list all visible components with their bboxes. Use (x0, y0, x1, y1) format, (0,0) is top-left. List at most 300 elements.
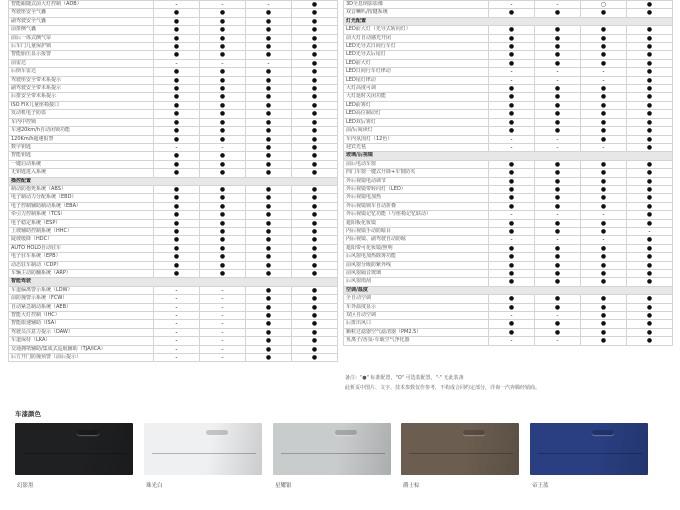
trim-value-1: ● (489, 278, 535, 286)
spec-row (344, 135, 673, 143)
trim-value-4: ● (292, 43, 338, 51)
trim-value-3: ● (246, 118, 292, 126)
trim-value-4: ● (292, 26, 338, 34)
trim-value-2: - (535, 76, 581, 84)
trim-value-4: ● (292, 118, 338, 126)
trim-value-3: - (246, 1, 292, 9)
trim-value-2: - (535, 143, 581, 151)
feature-name: LED前大灯（光导式转向灯） (344, 26, 489, 34)
section-title: 空调/温度 (344, 286, 673, 294)
feature-name: 车内中控锁 (9, 118, 154, 126)
trim-value-2: ● (535, 169, 581, 177)
trim-value-2: ● (535, 110, 581, 118)
spec-row (344, 328, 673, 336)
trim-value-3: ● (581, 278, 627, 286)
feature-name: LED高位制动灯 (344, 110, 489, 118)
trim-value-4: ● (292, 85, 338, 93)
trim-value-1: - (154, 320, 200, 328)
trim-value-1: ● (154, 160, 200, 168)
spec-row (9, 93, 338, 101)
trim-value-2: - (200, 295, 246, 303)
feature-name: 智能钥匙 (9, 152, 154, 160)
trim-value-4: ● (292, 219, 338, 227)
spec-row (344, 169, 673, 177)
paint-colors-title: 车漆颜色 (15, 410, 41, 418)
trim-value-2: ● (200, 9, 246, 17)
feature-name: 外后视镜电动调节 (344, 177, 489, 185)
trim-value-1: - (154, 345, 200, 353)
spec-row (9, 303, 338, 311)
trim-value-3: ● (581, 51, 627, 59)
feature-name: 车内氛围灯（12色） (344, 135, 489, 143)
trim-value-3: ● (581, 194, 627, 202)
trim-value-2: ● (200, 270, 246, 278)
trim-value-2: ● (535, 26, 581, 34)
section-title: 灯光配置 (344, 17, 673, 25)
spec-row (9, 270, 338, 278)
trim-value-2: ● (535, 101, 581, 109)
door-seam (23, 453, 127, 454)
trim-value-2: ● (200, 17, 246, 25)
feature-name: 后风窗电加热除雾功能 (344, 253, 489, 261)
trim-value-3: ● (246, 312, 292, 320)
trim-value-2: ● (535, 9, 581, 17)
trim-value-4: ● (292, 194, 338, 202)
trim-value-4: ● (627, 337, 673, 345)
trim-value-1: ● (154, 244, 200, 252)
feature-name: 上坡辅助控制系统（HHC） (9, 227, 154, 235)
paint-swatch (401, 423, 519, 475)
spec-row (9, 312, 338, 320)
spec-row (344, 68, 673, 76)
trim-value-4: ● (627, 135, 673, 143)
trim-value-2: ● (200, 68, 246, 76)
feature-name: 120Km/h超速报警 (9, 135, 154, 143)
trim-value-3: ● (581, 135, 627, 143)
trim-value-2: - (200, 345, 246, 353)
trim-value-2: - (535, 135, 581, 143)
trim-value-1: ● (489, 320, 535, 328)
trim-value-3: ● (581, 185, 627, 193)
trim-value-1: - (489, 135, 535, 143)
trim-value-1: ● (154, 270, 200, 278)
spec-row (344, 51, 673, 59)
trim-value-2: - (200, 1, 246, 9)
trim-value-2: - (200, 354, 246, 362)
section-header-row (9, 177, 338, 185)
spec-row (9, 286, 338, 294)
trim-value-1: - (154, 328, 200, 336)
trim-value-4: ● (627, 194, 673, 202)
section-header-row (9, 278, 338, 286)
spec-row (344, 177, 673, 185)
spec-row (9, 202, 338, 210)
trim-value-2: - (535, 337, 581, 345)
spec-row (9, 227, 338, 235)
trim-value-2: ● (535, 59, 581, 67)
trim-value-4: ● (292, 17, 338, 25)
trim-value-1: ● (154, 253, 200, 261)
trim-value-2: ● (200, 261, 246, 269)
trim-value-4: ● (292, 328, 338, 336)
trim-value-2: ● (200, 244, 246, 252)
trim-value-1: ● (154, 261, 200, 269)
feature-name: 前/后阅读灯 (344, 127, 489, 135)
feature-name: 驾驶员注意力提示（DAW） (9, 328, 154, 336)
trim-value-2: - (200, 143, 246, 151)
trim-value-2: ● (535, 328, 581, 336)
spec-row (344, 43, 673, 51)
feature-name: LED尾灯律动 (344, 76, 489, 84)
spec-row (344, 101, 673, 109)
trim-value-3: ● (581, 244, 627, 252)
trim-value-3: ● (581, 59, 627, 67)
trim-value-2: ● (535, 118, 581, 126)
feature-name: 内后视镜、副驾驶自动防眩 (344, 236, 489, 244)
spec-row (344, 337, 673, 345)
trim-value-4: ● (627, 312, 673, 320)
trim-value-1: ● (489, 160, 535, 168)
trim-value-4: ● (292, 160, 338, 168)
trim-value-3: ● (246, 295, 292, 303)
trim-value-2: ● (535, 270, 581, 278)
paint-color-name: 珠光白 (146, 483, 163, 489)
trim-value-4: ● (292, 270, 338, 278)
spec-row (344, 34, 673, 42)
trim-value-3: ● (246, 202, 292, 210)
trim-value-2: - (535, 236, 581, 244)
spec-row (9, 118, 338, 126)
trim-value-1: ● (489, 118, 535, 126)
trim-value-1: ● (154, 194, 200, 202)
trim-value-2: - (535, 211, 581, 219)
trim-value-4: ● (627, 93, 673, 101)
trim-value-1: - (489, 68, 535, 76)
trim-value-3: ● (246, 328, 292, 336)
trim-value-3: ● (246, 152, 292, 160)
feature-name: ISO FIX儿童座椅接口 (9, 101, 154, 109)
spec-row (344, 278, 673, 286)
feature-name: 陡坡缓降（HDC） (9, 236, 154, 244)
trim-value-2: ● (200, 110, 246, 118)
feature-name: 数字钥匙 (9, 143, 154, 151)
trim-value-4: ● (627, 270, 673, 278)
trim-value-1: ● (489, 34, 535, 42)
trim-value-3: ● (246, 261, 292, 269)
trim-value-3: ● (246, 160, 292, 168)
trim-value-1: - (154, 143, 200, 151)
trim-value-1: ● (489, 202, 535, 210)
trim-value-3: ● (581, 227, 627, 235)
trim-value-3: ● (246, 93, 292, 101)
trim-value-2: ● (200, 101, 246, 109)
trim-value-2: ● (535, 160, 581, 168)
trim-value-3: ● (581, 160, 627, 168)
trim-value-4: ● (292, 253, 338, 261)
trim-value-3: ● (581, 169, 627, 177)
trim-value-4: ● (627, 169, 673, 177)
legend-note: 备注："●" 标准配置，"O" 可选装配置，"-" 无此装备 (345, 375, 464, 381)
feature-name: 负离子/香氛-车载空气净化器 (344, 337, 489, 345)
trim-value-4: ● (627, 59, 673, 67)
trim-value-3: ● (246, 227, 292, 235)
trim-value-4: ● (292, 303, 338, 311)
section-title: 操控配置 (9, 177, 338, 185)
feature-name: LED前雾灯 (344, 101, 489, 109)
trim-value-1: ● (489, 177, 535, 185)
spec-row (9, 43, 338, 51)
trim-value-1: - (489, 76, 535, 84)
feature-name: 前后一体式侧气帘 (9, 34, 154, 42)
trim-value-2: ● (535, 93, 581, 101)
feature-name: 车辆主动防翻系统（ARP） (9, 270, 154, 278)
spec-row (344, 26, 673, 34)
trim-value-4: ● (292, 185, 338, 193)
trim-value-1: ● (154, 118, 200, 126)
feature-name: 智能胎压显示报警 (9, 51, 154, 59)
trim-value-4: ● (627, 101, 673, 109)
spec-row (344, 59, 673, 67)
trim-value-1: ● (154, 227, 200, 235)
trim-value-1: ● (154, 26, 200, 34)
trim-value-4: ● (627, 34, 673, 42)
trim-value-4: ● (627, 211, 673, 219)
feature-name: 迎宾光毯 (344, 143, 489, 151)
trim-value-2: ● (535, 261, 581, 269)
trim-value-1: - (489, 236, 535, 244)
trim-value-4: ● (292, 202, 338, 210)
trim-value-2: ● (200, 135, 246, 143)
trim-value-2: ● (535, 34, 581, 42)
trim-value-2: ● (200, 160, 246, 168)
trim-value-1: ● (154, 76, 200, 84)
feature-name: 副驾驶安全气囊 (9, 17, 154, 25)
trim-value-1: ● (489, 51, 535, 59)
trim-value-2: - (200, 59, 246, 67)
spec-row (344, 303, 673, 311)
trim-value-3: ● (581, 26, 627, 34)
trim-value-3: ○ (581, 1, 627, 9)
trim-value-4: ● (627, 278, 673, 286)
trim-value-3: ● (581, 110, 627, 118)
feature-name: 电子控制辅助制动系统（EBA） (9, 202, 154, 210)
trim-value-2: ● (535, 194, 581, 202)
trim-value-3: ● (581, 9, 627, 17)
feature-name: AUTO HOLD自动驻车 (9, 244, 154, 252)
trim-value-3: ● (246, 135, 292, 143)
trim-value-2: ● (535, 43, 581, 51)
feature-name: 制动防抱死系统（ABS） (9, 185, 154, 193)
spec-row (344, 9, 673, 17)
spec-row (344, 295, 673, 303)
trim-value-3: ● (246, 345, 292, 353)
trim-value-2: ● (200, 219, 246, 227)
spec-row (344, 211, 673, 219)
trim-value-3: ● (246, 9, 292, 17)
trim-value-3: ● (246, 303, 292, 311)
trim-value-1: - (489, 312, 535, 320)
spec-row (9, 244, 338, 252)
trim-value-1: ● (489, 219, 535, 227)
trim-value-4: ● (627, 26, 673, 34)
paint-swatch (144, 423, 262, 475)
trim-value-2: ● (200, 43, 246, 51)
trim-value-2: ● (535, 219, 581, 227)
feature-name: 遮阳带可化妆镜/照明 (344, 244, 489, 252)
trim-value-2: ● (535, 244, 581, 252)
feature-name: 前后电动车窗 (344, 160, 489, 168)
spec-row (9, 34, 338, 42)
spec-row (344, 270, 673, 278)
trim-value-1: ● (489, 194, 535, 202)
spec-row (344, 244, 673, 252)
trim-value-2: ● (200, 169, 246, 177)
paint-color-name: 幻影黑 (17, 483, 34, 489)
trim-value-4: ● (292, 59, 338, 67)
trim-value-3: ● (581, 320, 627, 328)
trim-value-3: ● (246, 185, 292, 193)
trim-value-3: ● (246, 169, 292, 177)
feature-name: 双音喇叭/按键系统 (344, 9, 489, 17)
feature-name: 后排安全带未系提示 (9, 93, 154, 101)
trim-value-3: - (581, 76, 627, 84)
trim-value-4: ● (627, 68, 673, 76)
trim-value-3: ● (246, 101, 292, 109)
trim-value-1: ● (154, 127, 200, 135)
trim-value-3: ● (246, 320, 292, 328)
trim-value-2: - (200, 312, 246, 320)
trim-value-3: ● (246, 17, 292, 25)
trim-value-2: ● (535, 295, 581, 303)
trim-value-4: ● (627, 244, 673, 252)
trim-value-3: ● (581, 295, 627, 303)
trim-value-3: ● (246, 85, 292, 93)
trim-value-2: - (535, 312, 581, 320)
trim-value-3: - (246, 59, 292, 67)
trim-value-2: ● (535, 303, 581, 311)
feature-name: 电子驻车系统（EPB） (9, 253, 154, 261)
trim-value-1: - (154, 354, 200, 362)
spec-row (344, 127, 673, 135)
trim-value-4: ● (627, 177, 673, 185)
trim-value-1: ● (489, 26, 535, 34)
trim-value-2: ● (535, 185, 581, 193)
trim-value-1: ● (154, 9, 200, 17)
trim-value-3: ● (246, 26, 292, 34)
trim-value-2: ● (200, 185, 246, 193)
trim-value-4: ● (292, 354, 338, 362)
trim-value-4: ● (292, 312, 338, 320)
trim-value-4: ● (292, 110, 338, 118)
spec-row (9, 101, 338, 109)
trim-value-1: - (154, 59, 200, 67)
trim-value-4: ● (627, 219, 673, 227)
section-header-row (344, 286, 673, 294)
feature-name: 前风窗分级防紫外线 (344, 261, 489, 269)
trim-value-3: ● (581, 328, 627, 336)
spec-row (9, 127, 338, 135)
trim-value-2: ● (200, 152, 246, 160)
trim-value-3: ● (581, 261, 627, 269)
trim-value-2: ● (535, 177, 581, 185)
trim-value-2: ● (200, 34, 246, 42)
trim-value-3: ● (246, 211, 292, 219)
trim-value-3: ● (581, 202, 627, 210)
trim-value-4: ● (292, 143, 338, 151)
feature-name: LED前大灯 (344, 59, 489, 67)
paint-swatch (15, 423, 133, 475)
trim-value-3: ● (246, 236, 292, 244)
trim-value-4: ● (627, 9, 673, 17)
trim-value-1: - (154, 303, 200, 311)
feature-name: 前排侧气囊 (9, 26, 154, 34)
spec-row (9, 135, 338, 143)
trim-value-3: ● (246, 219, 292, 227)
feature-name: 外后视镜记忆功能（与座椅记忆联动） (344, 211, 489, 219)
feature-name: 外后视镜锁车自动折叠 (344, 202, 489, 210)
trim-value-1: ● (154, 202, 200, 210)
feature-name: 3D全息倒影影像 (344, 1, 489, 9)
trim-value-1: - (489, 1, 535, 9)
trim-value-2: ● (200, 118, 246, 126)
trim-value-1: - (489, 143, 535, 151)
spec-table-right (343, 0, 673, 346)
trim-value-3: ● (246, 34, 292, 42)
trim-value-3: ● (581, 270, 627, 278)
feature-name: 大灯高度可调 (344, 85, 489, 93)
feature-name: 驾驶座安全带未系提示 (9, 76, 154, 84)
trim-value-1: ● (489, 101, 535, 109)
trim-value-3: ● (246, 270, 292, 278)
trim-value-1: - (154, 312, 200, 320)
spec-row (9, 354, 338, 362)
trim-value-2: ● (200, 211, 246, 219)
trim-value-1: ● (489, 185, 535, 193)
trim-value-4: ● (627, 1, 673, 9)
trim-value-3: ● (246, 110, 292, 118)
trim-value-1: - (489, 337, 535, 345)
spec-row (344, 312, 673, 320)
trim-value-1: ● (489, 85, 535, 93)
trim-value-4: ● (292, 93, 338, 101)
trim-value-3: ● (246, 143, 292, 151)
spec-row (9, 219, 338, 227)
section-title: 智能驾驶 (9, 278, 338, 286)
trim-value-2: ● (200, 253, 246, 261)
trim-value-1: ● (489, 303, 535, 311)
trim-value-1: - (154, 1, 200, 9)
trim-value-2: ● (535, 278, 581, 286)
trim-value-4: ● (627, 295, 673, 303)
trim-value-1: ● (154, 34, 200, 42)
trim-value-4: ● (627, 185, 673, 193)
trim-value-2: ● (535, 127, 581, 135)
spec-row (344, 160, 673, 168)
trim-value-2: ● (535, 227, 581, 235)
trim-value-4: ● (292, 152, 338, 160)
trim-value-4: ● (292, 68, 338, 76)
spec-row (9, 261, 338, 269)
paint-swatch (273, 423, 391, 475)
spec-row (344, 110, 673, 118)
trim-value-2: ● (535, 202, 581, 210)
paint-color-name: 帝王蓝 (532, 483, 549, 489)
door-handle (463, 430, 485, 435)
feature-name: 自动紧急制动系统（AEB） (9, 303, 154, 311)
trim-value-3: ● (246, 76, 292, 84)
trim-value-4: ● (292, 127, 338, 135)
trim-value-1: ● (489, 9, 535, 17)
